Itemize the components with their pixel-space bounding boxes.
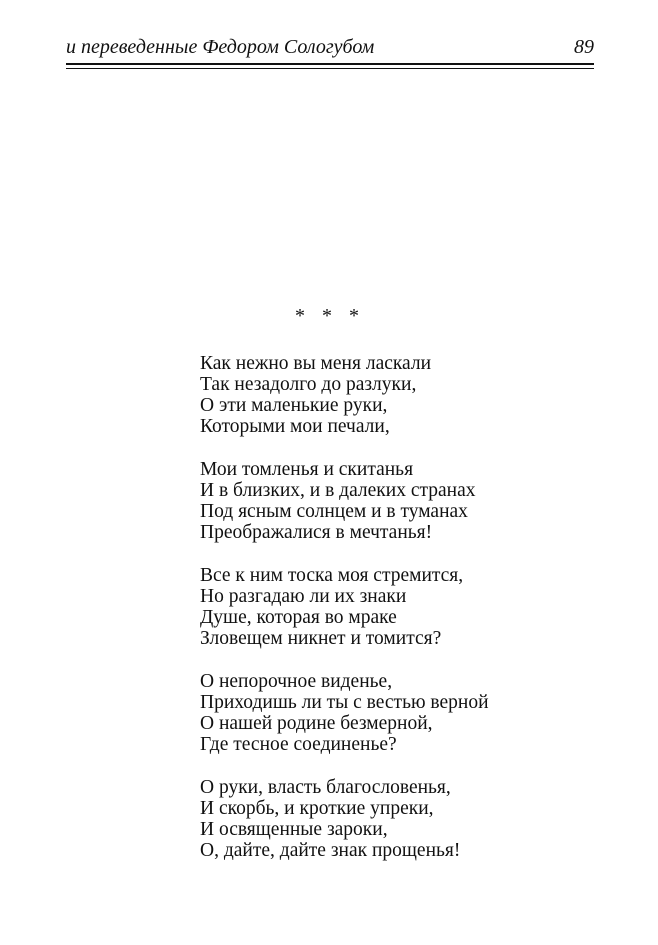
- poem-line: Где тесное соединенье?: [200, 734, 397, 755]
- poem-line: Под ясным солнцем и в туманах: [200, 501, 468, 522]
- poem-line: О, дайте, дайте знак прощенья!: [200, 840, 461, 861]
- poem-line: О руки, власть благословенья,: [200, 777, 451, 798]
- header-rule-thick: [66, 63, 594, 65]
- poem-line: О непорочное виденье,: [200, 671, 393, 692]
- running-title: и переведенные Федором Сологубом: [66, 36, 375, 58]
- stanza-4: [200, 671, 600, 755]
- poem-line: Как нежно вы меня ласкали: [200, 353, 432, 374]
- poem-line: Душе, которая во мраке: [200, 607, 397, 628]
- poem-line: Приходишь ли ты с вестью верной: [200, 692, 489, 713]
- asterism: * * *: [295, 305, 365, 327]
- poem-line: О нашей родине безмерной,: [200, 713, 433, 734]
- poem-line: Которыми мои печали,: [200, 416, 390, 437]
- stanza-5: [200, 777, 600, 861]
- page-number: 89: [574, 36, 594, 58]
- poem-line: О эти маленькие руки,: [200, 395, 388, 416]
- poem-line: Преображалися в мечтанья!: [200, 522, 433, 543]
- poem-line: Зловещем никнет и томится?: [200, 628, 442, 649]
- poem-line: И освященные зароки,: [200, 819, 388, 840]
- poem-line: И в близких, и в далеких странах: [200, 480, 476, 501]
- poem-line: И скорбь, и кроткие упреки,: [200, 798, 434, 819]
- poem-line: Мои томленья и скитанья: [200, 459, 414, 480]
- stanza-1: [200, 353, 600, 437]
- poem-line: Все к ним тоска моя стремится,: [200, 565, 464, 586]
- header-rule-thin: [66, 68, 594, 69]
- poem: [200, 353, 600, 883]
- poem-line: Но разгадаю ли их знаки: [200, 586, 407, 607]
- poem-line: Так незадолго до разлуки,: [200, 374, 417, 395]
- stanza-3: [200, 565, 600, 649]
- running-head: [66, 34, 594, 62]
- stanza-2: [200, 459, 600, 543]
